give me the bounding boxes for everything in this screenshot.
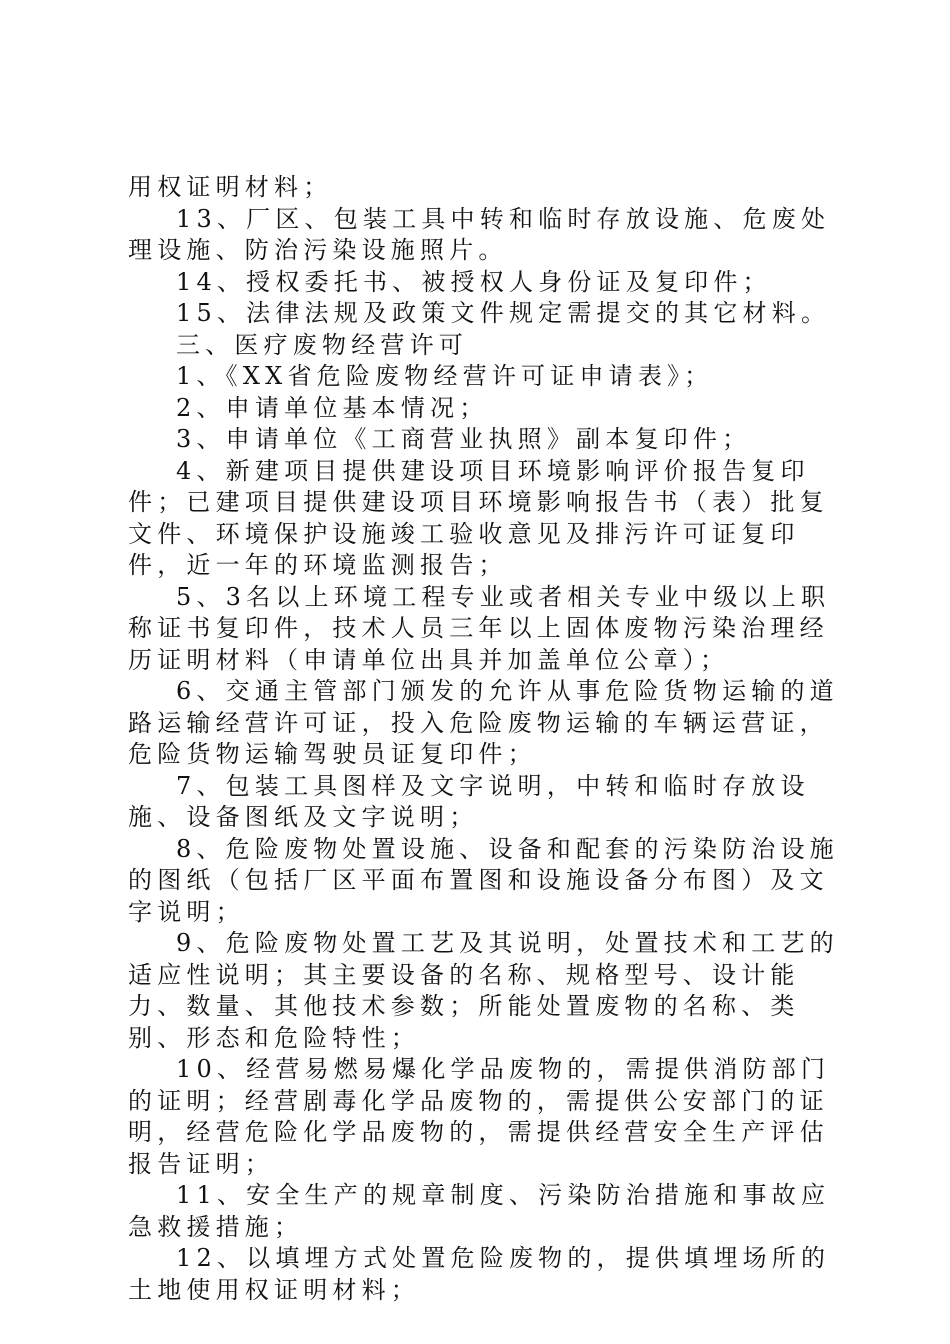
document-body xyxy=(128,172,840,1306)
list-item-9: 9、危险废物处置工艺及其说明，处置技术和工艺的适应性说明；其主要设备的名称、规格型号、设计能力、数量、其他技术参数；所能处置废物的名称、类别、形态和危险特性； xyxy=(128,929,839,1052)
list-item-15: 15、法律法规及政策文件规定需提交的其它材料。 xyxy=(176,299,831,327)
list-item-1: 1、《XX省危险废物经营许可证申请表》； xyxy=(176,362,714,390)
list-item-8: 8、危险废物处置设施、设备和配套的污染防治设施的图纸（包括厂区平面布置图和设施设备分布图）及文字说明； xyxy=(128,834,839,926)
list-item-12: 12、以填埋方式处置危险废物的，提供填埋场所的土地使用权证明材料； xyxy=(128,1244,831,1304)
list-item-3: 3、申请单位《工商营业执照》副本复印件； xyxy=(176,425,752,453)
paragraph-continuation: 用权证明材料； xyxy=(128,173,333,201)
list-item-5: 5、3名以上环境工程专业或者相关专业中级以上职称证书复印件，技术人员三年以上固体废物污染治理经历证明材料（申请单位出具并加盖单位公章）； xyxy=(128,582,831,674)
list-item-2: 2、申请单位基本情况； xyxy=(176,393,489,422)
list-item-10: 10、经营易燃易爆化学品废物的，需提供消防部门的证明；经营剧毒化学品废物的，需提供公安部门的证明，经营危险化学品废物的，需提供经营安全生产评估报告证明； xyxy=(128,1055,831,1178)
list-item-4: 4、新建项目提供建设项目环境影响评价报告复印件；已建项目提供建设项目环境影响报告书（表）批复文件、环境保护设施竣工验收意见及排污许可证复印件，近一年的环境监测报告； xyxy=(128,456,829,579)
list-item-6: 6、交通主管部门颁发的允许从事危险货物运输的道路运输经营许可证，投入危险废物运输的车辆运营证，危险货物运输驾驶员证复印件； xyxy=(128,677,839,768)
list-item-7: 7、包装工具图样及文字说明，中转和临时存放设施、设备图纸及文字说明； xyxy=(128,771,810,831)
list-item-13: 13、厂区、包装工具中转和临时存放设施、危废处理设施、防治污染设施照片。 xyxy=(128,204,831,264)
section-heading-medical-waste: 三、医疗废物经营许可 xyxy=(176,330,468,359)
list-item-11: 11、安全生产的规章制度、污染防治措施和事故应急救援措施； xyxy=(128,1181,831,1241)
list-item-14: 14、授权委托书、被授权人身份证及复印件； xyxy=(176,267,772,296)
